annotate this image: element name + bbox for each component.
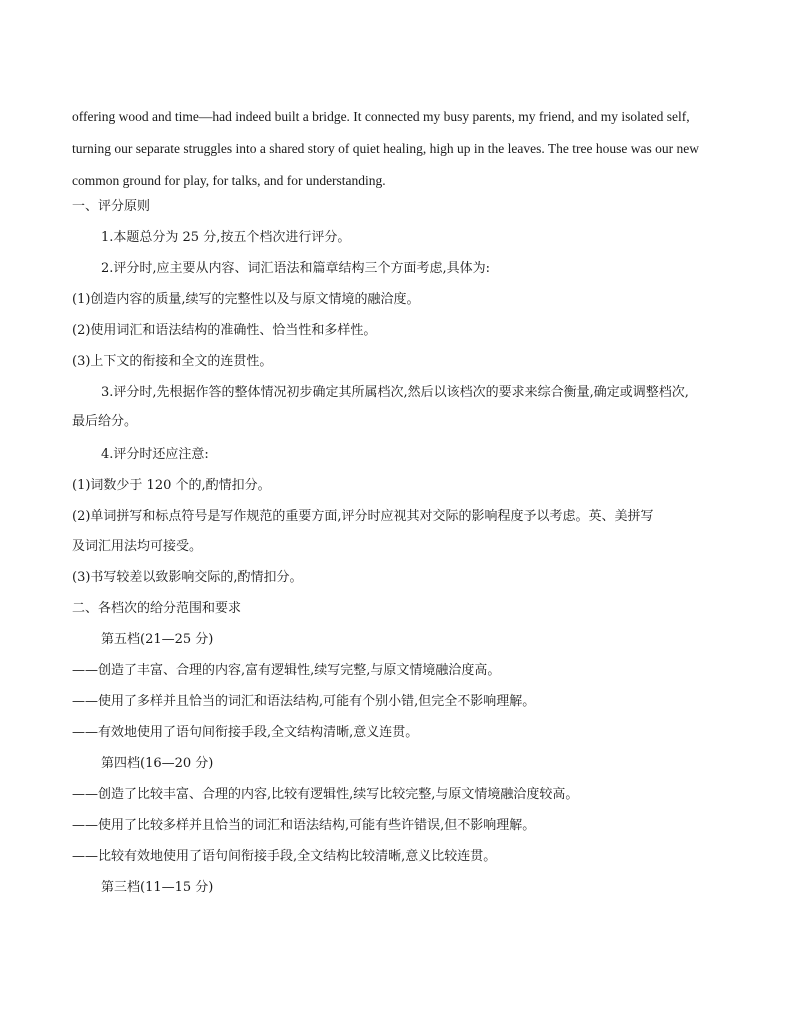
principle-2-item: (1)创造内容的质量,续写的完整性以及与原文情境的融洽度。	[72, 292, 420, 307]
level-requirement: ——创造了丰富、合理的内容,富有逻辑性,续写完整,与原文情境融洽度高。	[72, 663, 501, 678]
level-title: 第五档(21—25 分)	[101, 632, 214, 647]
level-requirement: ——比较有效地使用了语句间衔接手段,全文结构比较清晰,意义比较连贯。	[72, 849, 497, 864]
principle-2-item: (3)上下文的衔接和全文的连贯性。	[72, 354, 273, 369]
continuation-line: offering wood and time—had indeed built a bridge. It connected my busy parents, my friend, and my isolated self,	[72, 109, 690, 124]
section-heading-scoring-principles: 一、评分原则	[72, 199, 151, 214]
principle-3-line-2: 最后给分。	[72, 414, 138, 429]
level-requirement: ——使用了比较多样并且恰当的词汇和语法结构,可能有些许错误,但不影响理解。	[72, 818, 536, 833]
principle-1: 1.本题总分为 25 分,按五个档次进行评分。	[101, 230, 351, 245]
principle-4: 4.评分时还应注意:	[101, 447, 209, 462]
principle-2: 2.评分时,应主要从内容、词汇语法和篇章结构三个方面考虑,具体为:	[101, 261, 491, 276]
principle-4-item: (1)词数少于 120 个的,酌情扣分。	[72, 478, 271, 493]
level-requirement: ——使用了多样并且恰当的词汇和语法结构,可能有个别小错,但完全不影响理解。	[72, 694, 536, 709]
continuation-line: turning our separate struggles into a shared story of quiet healing, high up in the leaves. The tree house was our new	[72, 141, 699, 156]
section-heading-levels: 二、各档次的给分范围和要求	[72, 601, 242, 616]
continuation-paragraph	[72, 101, 732, 197]
level-title: 第四档(16—20 分)	[101, 756, 214, 771]
principle-2-item: (2)使用词汇和语法结构的准确性、恰当性和多样性。	[72, 323, 377, 338]
level-requirement: ——有效地使用了语句间衔接手段,全文结构清晰,意义连贯。	[72, 725, 419, 740]
principle-3-line-1: 3.评分时,先根据作答的整体情况初步确定其所属档次,然后以该档次的要求来综合衡量,确定或调整档次,	[101, 385, 689, 400]
continuation-line: common ground for play, for talks, and for understanding.	[72, 173, 386, 188]
principle-4-item: (3)书写较差以致影响交际的,酌情扣分。	[72, 570, 303, 585]
principle-4-item-continued: 及词汇用法均可接受。	[72, 539, 203, 554]
level-title: 第三档(11—15 分)	[101, 880, 214, 895]
principle-4-item: (2)单词拼写和标点符号是写作规范的重要方面,评分时应视其对交际的影响程度予以考虑。英、美拼写	[72, 509, 654, 524]
level-requirement: ——创造了比较丰富、合理的内容,比较有逻辑性,续写比较完整,与原文情境融洽度较高。	[72, 787, 579, 802]
